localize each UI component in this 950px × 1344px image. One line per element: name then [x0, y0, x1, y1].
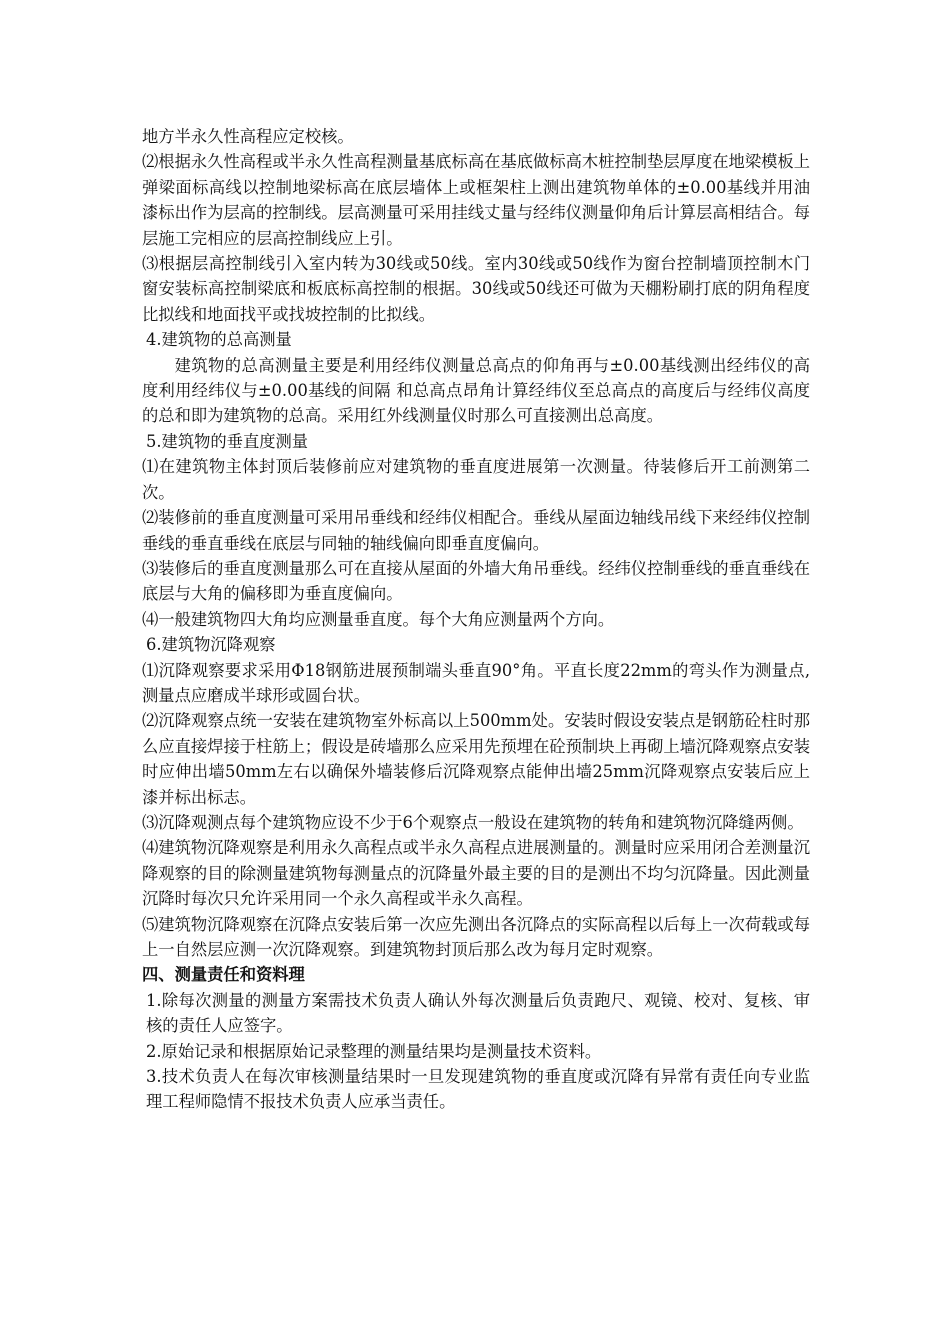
paragraph-verticality-1: ⑴在建筑物主体封顶后装修前应对建筑物的垂直度进展第一次测量。待装修后开工前测第二次。 — [142, 457, 810, 502]
paragraph-settlement-3: ⑶沉降观测点每个建筑物应设不少于6个观察点一般设在建筑物的转角和建筑物沉降缝两侧。 — [142, 812, 804, 832]
paragraph-verticality-3: ⑶装修后的垂直度测量那么可在直接从屋面的外墙大角吊垂线。经纬仪控制垂线的垂直垂线在底层与大角的偏移即为垂直度偏向。 — [142, 558, 810, 604]
section-heading-verticality: 5.建筑物的垂直度测量 — [146, 431, 309, 451]
paragraph-responsibility-2: 2.原始记录和根据原始记录整理的测量结果均是测量技术资料。 — [146, 1041, 602, 1061]
paragraph-elevation-check: 地方半永久性高程应定校核。 — [142, 127, 354, 146]
paragraph-verticality-4: ⑷一般建筑物四大角均应测量垂直度。每个大角应测量两个方向。 — [142, 609, 615, 629]
paragraph-settlement-4: ⑷建筑物沉降观察是利用永久高程点或半永久高程点进展测量的。测量时应采用闭合差测量沉降观察的目的除测量建筑物每测量点的沉降量外最主要的目的是测出不均匀沉降量。因此测量沉降时每次只允许采用同一个永久高程或半永久高程。 — [142, 838, 810, 909]
paragraph-settlement-1: ⑴沉降观察要求采用Φ18钢筋进展预制端头垂直90°角。平直长度22mm的弯头作为测量点,测量点应磨成半球形或圆台状。 — [142, 660, 810, 705]
section-heading-total-height: 4.建筑物的总高测量 — [146, 330, 292, 350]
paragraph-settlement-5: ⑸建筑物沉降观察在沉降点安装后第一次应先测出各沉降点的实际高程以后每上一次荷载或每上一自然层应测一次沉降观察。到建筑物封顶后那么改为每月定时观察。 — [142, 914, 810, 959]
section-heading-settlement: 6.建筑物沉降观察 — [146, 635, 276, 655]
paragraph-settlement-2: ⑵沉降观察点统一安装在建筑物室外标高以上500mm处。安装时假设安装点是钢筋砼柱时那么应直接焊接于柱筋上；假设是砖墙那么应采用先预埋在砼预制块上再砌上墙沉降观察点安装时应伸出墙50mm左右以确保外墙装修后沉降观察点能伸出墙25mm沉降观察点安装后应上漆并标出标志。 — [142, 711, 810, 807]
paragraph-verticality-2: ⑵装修前的垂直度测量可采用吊垂线和经纬仪相配合。垂线从屋面边轴线吊线下来经纬仪控制垂线的垂直垂线在底层与同轴的轴线偏向即垂直度偏向。 — [142, 508, 810, 553]
paragraph-item-3-floor-line: ⑶根据层高控制线引入室内转为30线或50线。室内30线或50线作为窗台控制墙顶控制木门窗安装标高控制梁底和板底标高控制的根据。30线或50线还可做为天棚粉刷打底的阴角程度比拟线和地面找平或找坡控制的比拟线。 — [142, 254, 810, 324]
document-page — [142, 124, 810, 1115]
chapter-heading-responsibility: 四、测量责任和资料理 — [142, 965, 305, 985]
paragraph-total-height: 建筑物的总高测量主要是利用经纬仪测量总高点的仰角再与±0.00基线测出经纬仪的高度利用经纬仪与±0.00基线的间隔 和总高点昂角计算经纬仪至总高点的高度后与经纬仪高度的总和即为建筑物的总高。采用红外线测量仪时那么可直接测出总高度。 — [142, 355, 810, 426]
paragraph-responsibility-1: 1.除每次测量的测量方案需技术负责人确认外每次测量后负责跑尺、观镜、校对、复核、审核的责任人应签字。 — [146, 990, 810, 1036]
paragraph-responsibility-3: 3.技术负责人在每次审核测量结果时一旦发现建筑物的垂直度或沉降有异常有责任向专业监理工程师隐情不报技术负责人应承当责任。 — [146, 1067, 810, 1112]
paragraph-item-2-elevation: ⑵根据永久性高程或半永久性高程测量基底标高在基底做标高木桩控制垫层厚度在地梁模板上弹梁面标高线以控制地梁标高在底层墙体上或框架柱上测出建筑物单体的±0.00基线并用油漆标出作为层高的控制线。层高测量可采用挂线丈量与经纬仪测量仰角后计算层高相结合。每层施工完相应的层高控制线应上引。 — [142, 152, 810, 248]
